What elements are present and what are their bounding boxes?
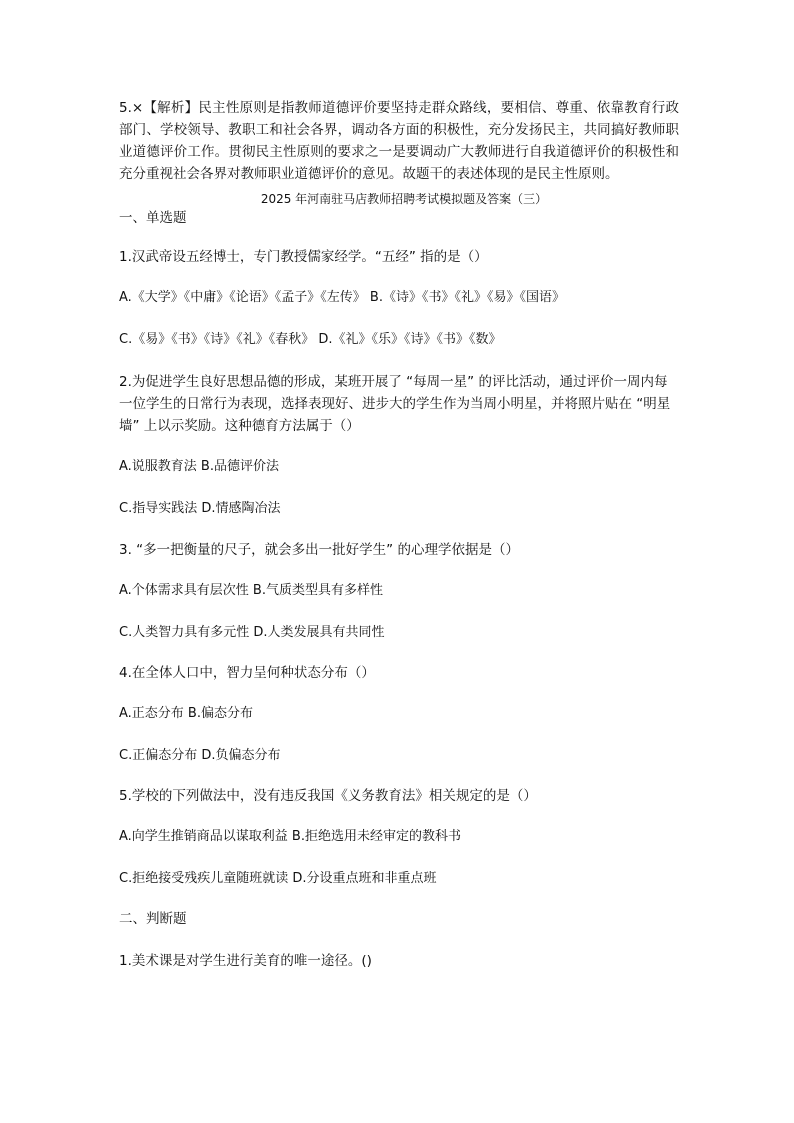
- document-page: [119, 97, 679, 972]
- tf-question-1-stem: 1.美术课是对学生进行美育的唯一途径。(): [119, 953, 372, 969]
- question-2-options-cd: C.指导实践法 D.情感陶冶法: [119, 501, 281, 516]
- question-2-options-ab: A.说服教育法 B.品德评价法: [119, 459, 279, 474]
- page-title: 2025 年河南驻马店教师招聘考试模拟题及答案（三）: [260, 192, 548, 206]
- question-5-stem: 5.学校的下列做法中，没有违反我国《义务教育法》相关规定的是（）: [119, 788, 537, 804]
- answer-explanation-paragraph: 5.×【解析】民主性原则是指教师道德评价要坚持走群众路线，要相信、尊重、依靠教育行政部门、学校领导、教职工和社会各界，调动各方面的积极性，充分发扬民主，共同搞好教师职业道德评价工作。贯彻民主性原则的要求之一是要调动广大教师进行自我道德评价的积极性和充分重视社会各界对教师职业道德评价的意见。故题干的表述体现的是民主性原则。: [119, 100, 679, 182]
- question-3-stem: 3. “多一把衡量的尺子，就会多出一批好学生” 的心理学依据是（）: [119, 542, 519, 558]
- question-3-options-cd: C.人类智力具有多元性 D.人类发展具有共同性: [119, 625, 385, 640]
- section-heading-true-false: 二、判断题: [119, 911, 187, 927]
- question-5-options-cd: C.拒绝接受残疾儿童随班就读 D.分设重点班和非重点班: [119, 871, 437, 886]
- question-4-options-cd: C.正偏态分布 D.负偏态分布: [119, 748, 281, 763]
- section-heading-single-choice: 一、单选题: [119, 210, 187, 226]
- question-1-options-cd: C.《易》《书》《诗》《礼》《春秋》 D.《礼》《乐》《诗》《书》《数》: [119, 332, 502, 347]
- question-4-stem: 4.在全体人口中，智力呈何种状态分布（）: [119, 665, 375, 681]
- question-4-options-ab: A.正态分布 B.偏态分布: [119, 706, 253, 721]
- question-5-options-ab: A.向学生推销商品以谋取利益 B.拒绝选用未经审定的教科书: [119, 829, 461, 844]
- question-3-options-ab: A.个体需求具有层次性 B.气质类型具有多样性: [119, 583, 383, 598]
- question-2-stem: 2.为促进学生良好思想品德的形成，某班开展了 “每周一星” 的评比活动，通过评价一周内每一位学生的日常行为表现，选择表现好、进步大的学生作为当周小明星，并将照片贴在 “明星墙” 上以示奖励。这种德育方法属于（）: [119, 374, 671, 434]
- question-1-stem: 1.汉武帝设五经博士，专门教授儒家经学。“五经” 指的是（）: [119, 249, 488, 265]
- question-1-options-ab: A.《大学》《中庸》《论语》《孟子》《左传》 B.《诗》《书》《礼》《易》《国语》: [119, 290, 565, 305]
